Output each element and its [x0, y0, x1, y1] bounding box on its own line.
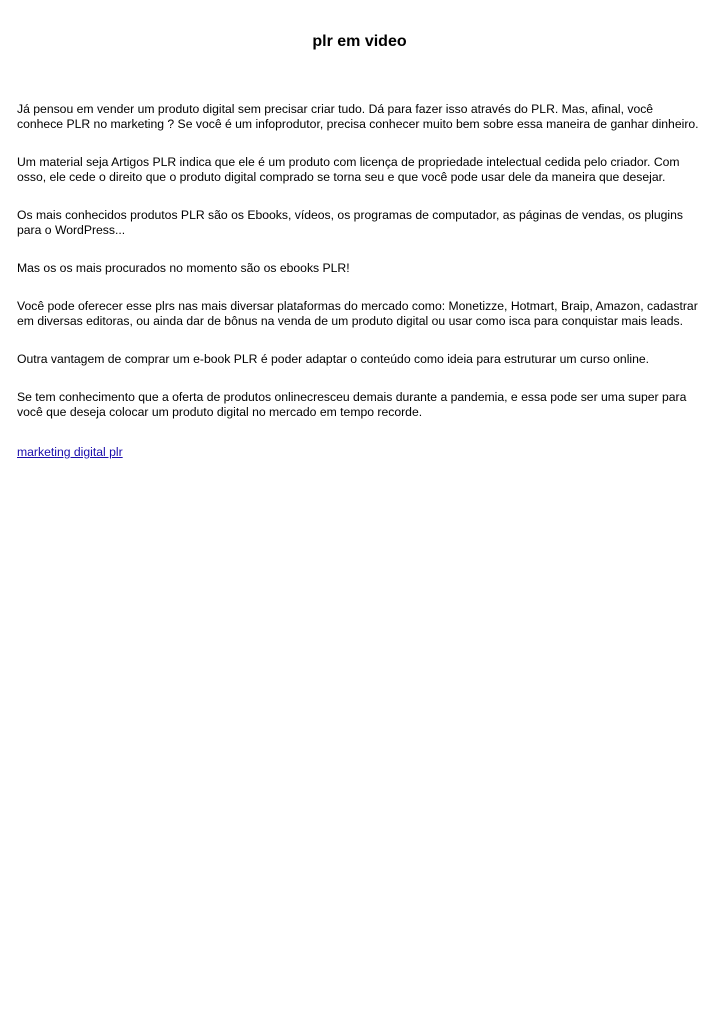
- marketing-digital-plr-link[interactable]: marketing digital plr: [17, 445, 123, 459]
- paragraph-advantage: Outra vantagem de comprar um e-book PLR é poder adaptar o conteúdo como ideia para estruturar um curso online.: [17, 352, 650, 366]
- paragraph-license: Um material seja Artigos PLR indica que ele é um produto com licença de propriedade intelectual cedida pelo criador. Com osso, ele cede o direito que o produto digital comprado se torna seu e que você pode usar dele da maneira que desejar.: [17, 155, 680, 184]
- paragraph-popular: Mas os os mais procurados no momento são os ebooks PLR!: [17, 261, 350, 275]
- paragraph-platforms: Você pode oferecer esse plrs nas mais diversar plataformas do mercado como: Monetizze, Hotmart, Braip, Amazon, cadastrar em diversas editoras, ou ainda dar de bônus na venda de um produto digital ou usar como isca para conquistar mais leads.: [17, 299, 698, 328]
- paragraph-pandemic: Se tem conhecimento que a oferta de produtos onlinecresceu demais durante a pandemia, e essa pode ser uma super para você que deseja colocar um produto digital no mercado em tempo recorde.: [17, 390, 687, 419]
- paragraph-intro: Já pensou em vender um produto digital sem precisar criar tudo. Dá para fazer isso através do PLR. Mas, afinal, você conhece PLR no marketing ? Se você é um infoprodutor, precisa conhecer muito bem sobre essa maneira de ganhar dinheiro.: [17, 102, 699, 131]
- document-body: [17, 102, 701, 461]
- paragraph-products: Os mais conhecidos produtos PLR são os Ebooks, vídeos, os programas de computador, as páginas de vendas, os plugins para o WordPress...: [17, 208, 683, 237]
- page-title: plr em video: [312, 33, 407, 50]
